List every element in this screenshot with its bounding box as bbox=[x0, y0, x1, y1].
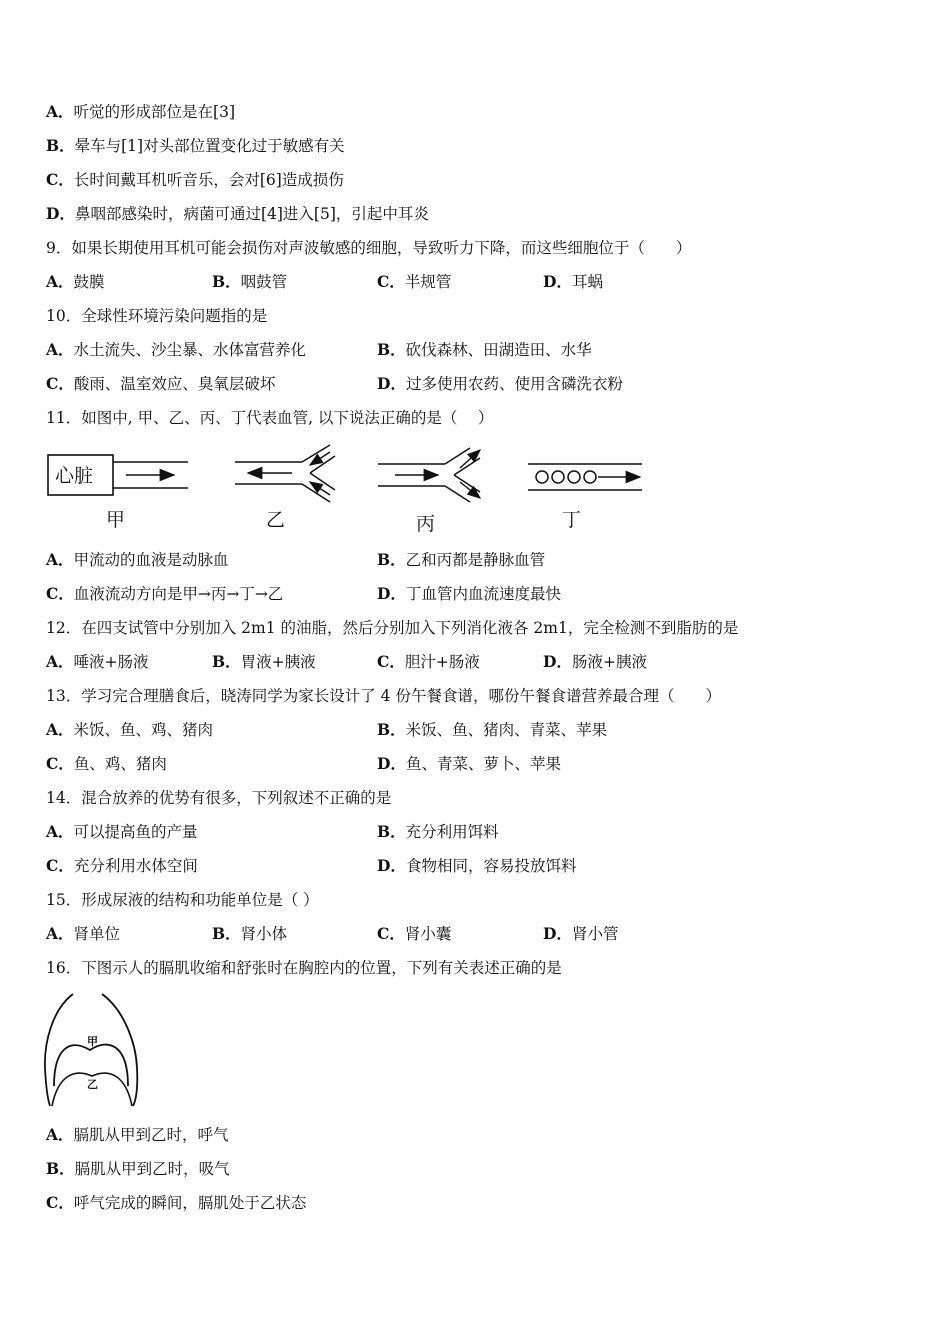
q13-option-d: D．鱼、青菜、萝卜、苹果 bbox=[377, 754, 561, 773]
q9-option-a: A．鼓膜 bbox=[46, 272, 105, 291]
diaphragm-label-jia: 甲 bbox=[87, 1035, 98, 1048]
q16-stem: 16．下图示人的膈肌收缩和舒张时在胸腔内的位置，下列有关表述正确的是 bbox=[46, 959, 562, 977]
q9-option-d: D．耳蜗 bbox=[543, 272, 603, 291]
q13-stem: 13．学习完合理膳食后，晓涛同学为家长设计了 4 份午餐食谱，哪份午餐食谱营养最合理（ ） bbox=[46, 687, 721, 705]
q15-stem: 15．形成尿液的结构和功能单位是（ ） bbox=[46, 891, 319, 909]
vessel-bing-diagram bbox=[378, 448, 480, 535]
q14-option-c: C．充分利用水体空间 bbox=[46, 856, 198, 875]
q15-option-d: D．肾小管 bbox=[543, 924, 619, 943]
q14-option-a: A．可以提高鱼的产量 bbox=[46, 822, 198, 841]
q13-option-b: B．米饭、鱼、猪肉、青菜、苹果 bbox=[377, 720, 608, 739]
q12-option-a: A．唾液+肠液 bbox=[46, 652, 149, 671]
q11-stem: 11．如图中, 甲、乙、丙、丁代表血管, 以下说法正确的是（ ） bbox=[46, 409, 494, 427]
q11-option-d: D．丁血管内血流速度最快 bbox=[377, 584, 561, 603]
q16-option-a: A．膈肌从甲到乙时，呼气 bbox=[46, 1125, 229, 1144]
q11-option-c: C．血液流动方向是甲→丙→丁→乙 bbox=[46, 584, 284, 603]
diaphragm-label-yi: 乙 bbox=[87, 1078, 98, 1091]
q15-option-b: B．肾小体 bbox=[212, 924, 288, 943]
q8-option-d: D．鼻咽部感染时，病菌可通过[4]进入[5]，引起中耳炎 bbox=[46, 204, 429, 223]
vessel-label-ding: 丁 bbox=[562, 509, 582, 531]
q12-stem: 12．在四支试管中分别加入 2m1 的油脂，然后分别加入下列消化液各 2m1，完全检测不到脂肪的是 bbox=[46, 619, 739, 637]
q9-option-c: C．半规管 bbox=[377, 272, 452, 291]
q9-option-b: B．咽鼓管 bbox=[212, 272, 288, 291]
q11-option-b: B．乙和丙都是静脉血管 bbox=[377, 550, 546, 569]
q10-option-b: B．砍伐森林、田湖造田、水华 bbox=[377, 340, 592, 359]
q12-option-c: C．胆汁+肠液 bbox=[377, 652, 480, 671]
q13-option-c: C．鱼、鸡、猪肉 bbox=[46, 754, 167, 773]
q8-option-b: B．晕车与[1]对头部位置变化过于敏感有关 bbox=[46, 136, 345, 155]
q10-option-d: D．过多使用农药、使用含磷洗衣粉 bbox=[377, 374, 623, 393]
q16-diaphragm-figure bbox=[40, 988, 150, 1112]
q10-option-c: C．酸雨、温室效应、臭氧层破坏 bbox=[46, 374, 276, 393]
vessel-ding-diagram bbox=[528, 464, 642, 531]
q10-option-a: A．水土流失、沙尘暴、水体富营养化 bbox=[46, 340, 307, 359]
vessel-yi-diagram bbox=[235, 445, 335, 531]
q11-option-a: A．甲流动的血液是动脉血 bbox=[46, 550, 229, 569]
q12-option-d: D．肠液+胰液 bbox=[543, 652, 647, 671]
q14-option-b: B．充分利用饵料 bbox=[377, 822, 499, 841]
q14-stem: 14．混合放养的优势有很多，下列叙述不正确的是 bbox=[46, 789, 392, 807]
q11-blood-vessel-figure bbox=[40, 440, 660, 540]
q8-option-a: A．听觉的形成部位是在[3] bbox=[46, 102, 235, 121]
q16-option-c: C．呼气完成的瞬间，膈肌处于乙状态 bbox=[46, 1193, 307, 1212]
vessel-label-bing: 丙 bbox=[416, 513, 436, 535]
q10-stem: 10．全球性环境污染问题指的是 bbox=[46, 307, 268, 325]
q12-option-b: B．胃液+胰液 bbox=[212, 652, 316, 671]
q14-option-d: D．食物相同，容易投放饵料 bbox=[377, 856, 577, 875]
vessel-label-jia: 甲 bbox=[106, 509, 126, 531]
q16-option-b: B．膈肌从甲到乙时，吸气 bbox=[46, 1159, 230, 1178]
q15-option-a: A．肾单位 bbox=[46, 924, 121, 943]
q15-option-c: C．肾小囊 bbox=[377, 924, 452, 943]
q8-option-c: C．长时间戴耳机听音乐，会对[6]造成损伤 bbox=[46, 170, 344, 189]
heart-label: 心脏 bbox=[55, 465, 94, 487]
q9-stem: 9．如果长期使用耳机可能会损伤对声波敏感的细胞，导致听力下降，而这些细胞位于（ ） bbox=[46, 239, 692, 257]
vessel-label-yi: 乙 bbox=[266, 509, 286, 531]
q13-option-a: A．米饭、鱼、鸡、猪肉 bbox=[46, 720, 214, 739]
vessel-jia-diagram bbox=[48, 455, 188, 531]
